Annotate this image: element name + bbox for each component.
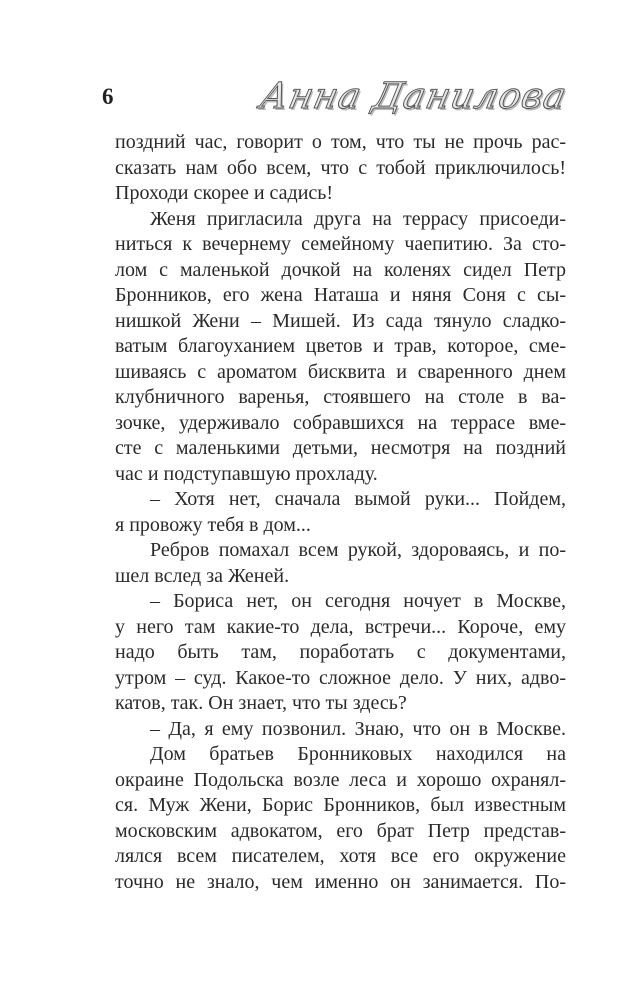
text-line: нишкой Жени – Мишей. Из сада тянуло сладко- xyxy=(115,309,566,332)
text-line: лялся всем писателем, хотя все его окружение xyxy=(115,845,566,867)
text-line: – Хотя нет, сначала вымой руки... Пойдем, xyxy=(150,488,566,510)
text-line: шел вслед за Женей. xyxy=(115,564,290,587)
text-line: – Бориса нет, он сегодня ночует в Москве, xyxy=(150,590,566,612)
text-line: у него там какие-то дела, встречи... Короче, ему xyxy=(115,615,566,638)
page-number: 6 xyxy=(102,84,114,109)
text-line: Бронников, его жена Наташа и няня Соня с сы- xyxy=(115,284,566,306)
text-line: Ребров помахал всем рукой, здороваясь, и по- xyxy=(150,539,566,561)
text-line: сте с маленькими детьми, несмотря на поздний xyxy=(115,437,566,459)
text-line: ниться к вечернему семейному чаепитию. За сто- xyxy=(115,233,566,255)
text-line: клубничного варенья, стоявшего на столе в ва- xyxy=(115,386,566,408)
text-line: Женя пригласила друга на террасу присоеди- xyxy=(150,207,566,230)
text-line: Дом братьев Бронниковых находился на xyxy=(150,743,566,765)
running-header-author: Анна Данилова xyxy=(256,76,571,117)
text-line: Проходи скорее и садись! xyxy=(115,182,334,204)
text-line: – Да, я ему позвонил. Знаю, что он в Москве. xyxy=(150,717,566,740)
text-line: сказать нам обо всем, что с тобой приключилось! xyxy=(115,156,566,179)
text-line: надо быть там, поработать с документами, xyxy=(115,641,566,663)
text-line: ватым благоуханием цветов и трав, которое, сме- xyxy=(115,335,566,357)
text-line: московским адвокатом, его брат Петр представ- xyxy=(115,819,566,842)
text-line: ся. Муж Жени, Борис Бронников, был известным xyxy=(115,794,566,816)
text-line: шиваясь с ароматом бисквита и сваренного днем xyxy=(115,360,566,383)
text-line: поздний час, говорит о том, что ты не прочь рас- xyxy=(115,131,566,153)
text-line: час и подступавшую прохладу. xyxy=(115,462,378,485)
text-line: катов, так. Он знает, что ты здесь? xyxy=(115,692,407,714)
text-line: окраине Подольска возле леса и хорошо охранял- xyxy=(115,768,566,791)
text-line: утром – суд. Какое-то сложное дело. У них, адво- xyxy=(115,666,566,689)
text-line: точно не знало, чем именно он занимается. По- xyxy=(115,870,566,893)
text-line: лом с маленькой дочкой на коленях сидел Петр xyxy=(115,258,566,281)
body-text xyxy=(115,130,566,895)
text-line: я провожу тебя в дом... xyxy=(115,513,311,536)
text-line: зочке, удерживало собравшихся на террасе вме- xyxy=(115,411,566,434)
